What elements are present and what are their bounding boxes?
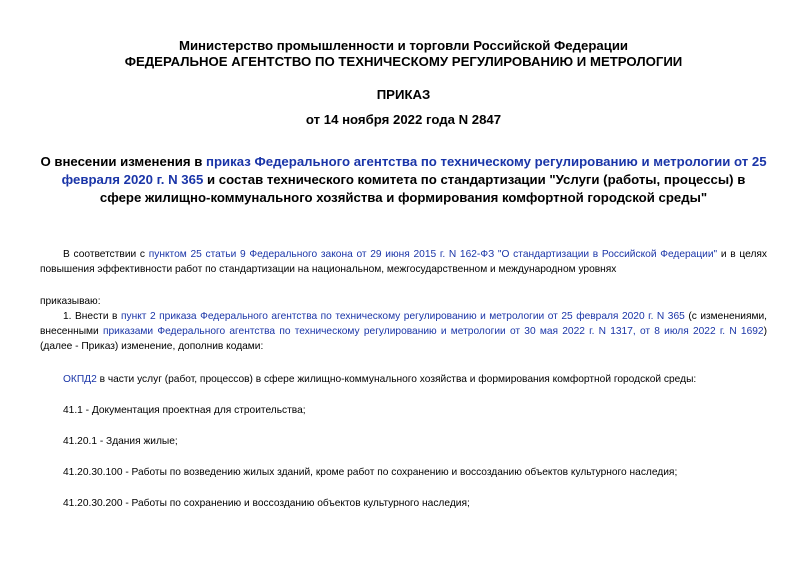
document-type: ПРИКАЗ — [376, 87, 431, 102]
ministry-heading: Министерство промышленности и торговли Российской Федерации — [178, 38, 629, 53]
preamble-paragraph — [40, 247, 767, 277]
okpd2-link[interactable]: ОКПД2 — [63, 374, 97, 385]
order-365-link[interactable]: пункт 2 приказа Федерального агентства по техническому регулированию и метрологии от 25 февраля 2020 г. N 365 — [120, 311, 685, 322]
amending-orders-link[interactable]: приказами Федерального агентства по техническому регулированию и метрологии от 30 мая 2022 г. N 1317, от 8 июля 2022 г. N 1692 — [102, 326, 764, 337]
code-item: 41.1 - Документация проектная для строительства; — [63, 405, 306, 416]
agency-heading: ФЕДЕРАЛЬНОЕ АГЕНТСТВО ПО ТЕХНИЧЕСКОМУ РЕГУЛИРОВАНИЮ И МЕТРОЛОГИИ — [124, 54, 683, 69]
preamble-text-pre: В соответствии с — [63, 249, 149, 260]
title-order-link[interactable]: приказ Федерального агентства по техническому регулированию и метрологии от 25 февраля 2020 г. N 365 — [61, 154, 767, 187]
code-item: 41.20.30.200 - Работы по сохранению и воссозданию объектов культурного наследия; — [63, 498, 470, 509]
item-1-text-mid: (с изменениями, внесенными — [40, 311, 767, 337]
okpd-text: в части услуг (работ, процессов) в сфере жилищно-коммунального хозяйства и формирования комфортной городской среды: — [96, 374, 697, 385]
okpd-line — [63, 372, 696, 387]
federal-law-link[interactable]: пунктом 25 статьи 9 Федерального закона от 29 июня 2015 г. N 162-ФЗ "О стандартизации в Российской Федерации" — [148, 249, 718, 260]
code-item: 41.20.1 - Здания жилые; — [63, 436, 178, 447]
preamble-text-post: и в целях повышения эффективности работ по стандартизации на национальном, межгосударственном и международном уровнях — [40, 249, 768, 275]
item-1-paragraph — [40, 309, 767, 354]
code-item: 41.20.30.100 - Работы по возведению жилых зданий, кроме работ по сохранению и воссозданию объектов культурного наследия; — [63, 467, 678, 478]
document-title — [40, 153, 767, 207]
title-text-1: О внесении изменения в — [40, 154, 207, 169]
item-1-text-pre: 1. Внести в — [63, 311, 121, 322]
item-1-text-post: ) (далее - Приказ) изменение, дополнив кодами: — [40, 326, 767, 352]
title-text-2: и состав технического комитета по стандартизации "Услуги (работы, процессы) в сфере жилищно-коммунального хозяйства и формирования комфортной городской среды" — [99, 172, 746, 205]
order-word: приказываю: — [40, 296, 101, 307]
document-date-number: от 14 ноября 2022 года N 2847 — [305, 112, 502, 127]
